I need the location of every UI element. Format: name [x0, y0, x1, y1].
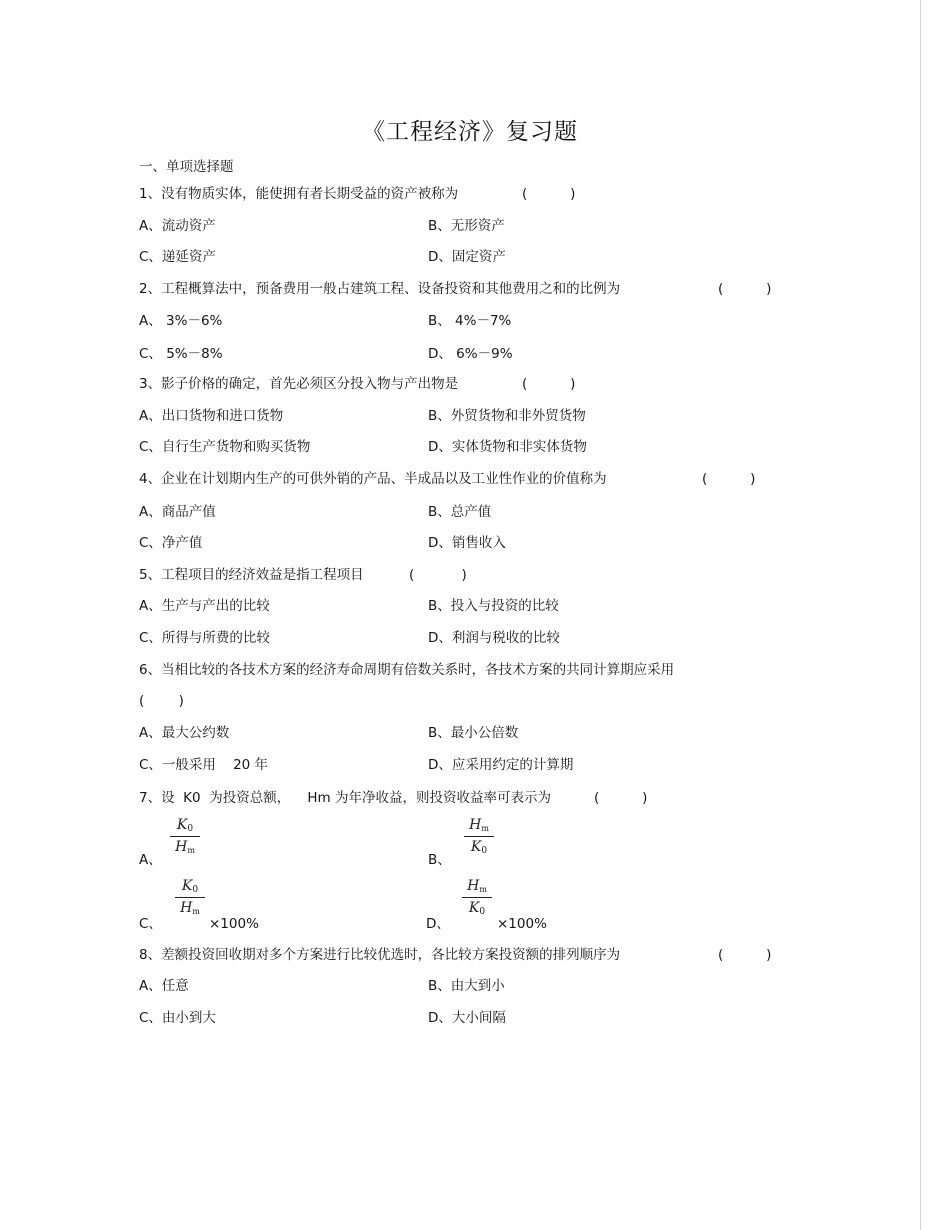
question-3-stem: 3、影子价格的确定，首先必须区分投入物与产出物是 [139, 376, 459, 392]
fraction-denominator-h: H [180, 900, 193, 916]
document-title: 《工程经济》复习题 [362, 119, 578, 145]
question-6-answer-blank: ( ) [139, 693, 184, 709]
question-5-stem: 5、工程项目的经济效益是指工程项目 [139, 567, 364, 583]
question-2-option-c: C、 5%－8% [139, 346, 223, 362]
question-2-stem: 2、工程概算法中，预备费用一般占建筑工程、设备投资和其他费用之和的比例为 [139, 281, 621, 297]
question-6-option-a: A、最大公约数 [139, 725, 230, 741]
question-1-stem: 1、没有物质实体，能使拥有者长期受益的资产被称为 [139, 186, 459, 202]
fraction-numerator-subscript: m [481, 824, 489, 833]
question-6-option-d: D、应采用约定的计算期 [428, 757, 574, 773]
fraction-numerator-k: K [176, 817, 188, 833]
fraction-denominator-subscript: m [192, 907, 200, 916]
fraction-numerator-h: H [467, 878, 480, 894]
question-1-option-c: C、递延资产 [139, 249, 216, 265]
question-7-stem: 7、设 K0 为投资总额， Hm 为年净收益，则投资收益率可表示为 [139, 790, 551, 806]
question-6-option-b: B、最小公倍数 [428, 725, 519, 741]
question-7-option-d-fraction [462, 878, 492, 922]
question-4-answer-blank: ( ) [702, 471, 756, 487]
question-7-option-c-fraction [175, 878, 205, 922]
question-3-answer-blank: ( ) [522, 376, 576, 392]
question-5-option-b: B、投入与投资的比较 [428, 598, 559, 614]
question-8-option-d: D、大小间隔 [428, 1010, 506, 1026]
fraction-denominator-subscript: 0 [481, 846, 488, 856]
question-3-option-a: A、出口货物和进口货物 [139, 408, 284, 424]
question-3-option-c: C、自行生产货物和购买货物 [139, 439, 311, 455]
question-5-option-c: C、所得与所费的比较 [139, 630, 270, 646]
question-4-option-a: A、商品产值 [139, 504, 216, 520]
fraction-bar [464, 836, 494, 837]
question-6-stem: 6、当相比较的各技术方案的经济寿命周期有倍数关系时，各技术方案的共同计算期应采用 [139, 662, 675, 678]
fraction-numerator-subscript: 0 [192, 885, 199, 895]
question-4-option-c: C、净产值 [139, 535, 203, 551]
question-7-option-b-label: B、 [428, 852, 451, 868]
question-7-option-d-percent: ×100% [497, 916, 547, 932]
question-2-option-b: B、 4%－7% [428, 313, 512, 329]
question-4-option-b: B、总产值 [428, 504, 492, 520]
fraction-bar [462, 897, 492, 898]
question-8-option-b: B、由大到小 [428, 978, 505, 994]
fraction-numerator-k: K [181, 878, 193, 894]
question-7-option-c-percent: ×100% [209, 916, 259, 932]
fraction-denominator-k: K [468, 900, 480, 916]
question-6-option-c: C、一般采用 20 年 [139, 757, 269, 773]
question-4-option-d: D、销售收入 [428, 535, 506, 551]
fraction-bar [170, 836, 200, 837]
question-7-option-d-label: D、 [426, 916, 450, 932]
question-7-option-b-fraction [464, 817, 494, 861]
question-8-option-c: C、由小到大 [139, 1010, 216, 1026]
question-5-answer-blank: ( ) [409, 567, 467, 583]
question-2-option-d: D、 6%－9% [428, 346, 513, 362]
question-7-option-c-label: C、 [139, 916, 162, 932]
fraction-denominator-k: K [470, 839, 482, 855]
question-3-option-d: D、实体货物和非实体货物 [428, 439, 587, 455]
question-2-option-a: A、 3%－6% [139, 313, 223, 329]
question-1-option-b: B、无形资产 [428, 218, 505, 234]
question-1-option-a: A、流动资产 [139, 218, 216, 234]
fraction-denominator-subscript: 0 [479, 907, 486, 917]
question-2-answer-blank: ( ) [718, 281, 772, 297]
fraction-numerator-subscript: 0 [187, 824, 194, 834]
section-heading: 一、单项选择题 [139, 159, 234, 175]
fraction-numerator-h: H [469, 817, 482, 833]
question-7-option-a-fraction [170, 817, 200, 861]
fraction-bar [175, 897, 205, 898]
question-7-answer-blank: ( ) [594, 790, 648, 806]
fraction-denominator-h: H [175, 839, 188, 855]
question-1-answer-blank: ( ) [522, 186, 576, 202]
question-8-answer-blank: ( ) [718, 947, 772, 963]
question-7-option-a-label: A、 [139, 852, 162, 868]
question-8-option-a: A、任意 [139, 978, 189, 994]
question-4-stem: 4、企业在计划期内生产的可供外销的产品、半成品以及工业性作业的价值称为 [139, 471, 607, 487]
question-3-option-b: B、外贸货物和非外贸货物 [428, 408, 586, 424]
fraction-denominator-subscript: m [187, 846, 195, 855]
page-edge [920, 0, 921, 1230]
question-8-stem: 8、差额投资回收期对多个方案进行比较优选时，各比较方案投资额的排列顺序为 [139, 947, 621, 963]
question-5-option-d: D、利润与税收的比较 [428, 630, 560, 646]
question-5-option-a: A、生产与产出的比较 [139, 598, 270, 614]
fraction-numerator-subscript: m [479, 885, 487, 894]
question-1-option-d: D、固定资产 [428, 249, 506, 265]
